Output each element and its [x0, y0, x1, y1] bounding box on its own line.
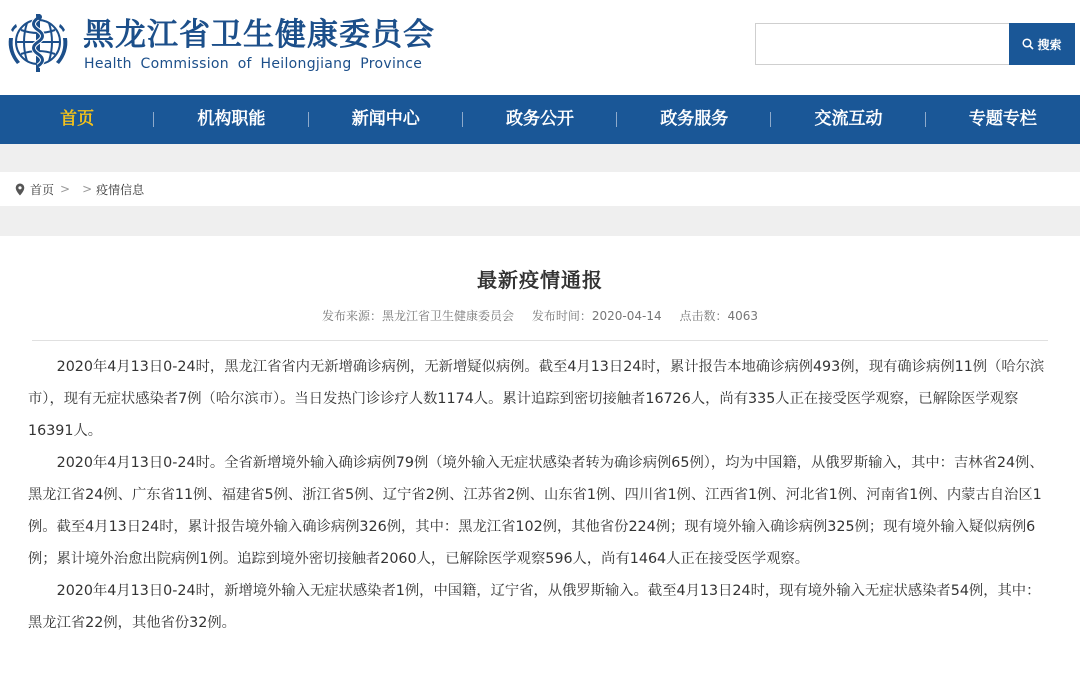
article-container — [0, 236, 1080, 693]
divider — [32, 340, 1048, 341]
search-bar — [755, 23, 1075, 65]
nav-item-institution[interactable]: 机构职能 — [154, 95, 308, 144]
nav-item-home[interactable]: 首页 — [0, 95, 154, 144]
nav-item-government-affairs[interactable]: 政务公开 — [463, 95, 617, 144]
who-emblem-icon[interactable] — [3, 8, 73, 80]
search-button-label: 搜索 — [1037, 37, 1062, 52]
nav-item-news[interactable]: 新闻中心 — [309, 95, 463, 144]
breadcrumb-separator: > — [82, 182, 93, 196]
article-paragraph: 2020年4月13日0-24时，黑龙江省省内无新增确诊病例，无新增疑似病例。截至4月13日24时，累计报告本地确诊病例493例，现有确诊病例11例（哈尔滨市），现有无症状感染者7例（哈尔滨市）。当日发热门诊诊疗人数1174人。累计追踪到密切接触者16726人，尚有335人正在接受医学观察，已解除医学观察16391人。 — [28, 359, 1045, 439]
breadcrumb-current[interactable]: 疫情信息 — [96, 182, 145, 197]
breadcrumb-separator: > — [60, 182, 71, 196]
article-paragraph: 2020年4月13日0-24时，新增境外输入无症状感染者1例，中国籍，辽宁省，从俄罗斯输入。截至4月13日24时，现有境外输入无症状感染者54例，其中：黑龙江省22例，其他省份32例。 — [28, 583, 1041, 631]
site-title-en: Health Commission of Heilongjiang Province — [84, 56, 423, 72]
search-button[interactable] — [1009, 23, 1075, 65]
search-input[interactable] — [755, 23, 1026, 65]
nav-item-government-services[interactable]: 政务服务 — [617, 95, 771, 144]
breadcrumb-home-link[interactable]: 首页 — [30, 182, 55, 197]
article-date: 发布时间：2020-04-14 — [531, 309, 662, 323]
article-source: 发布来源：黑龙江省卫生健康委员会 — [322, 309, 515, 323]
nav-item-special-topics[interactable]: 专题专栏 — [968, 109, 1037, 129]
breadcrumb — [0, 172, 1080, 206]
main-nav — [0, 95, 1080, 144]
site-header — [0, 0, 1080, 95]
article-title: 最新疫情通报 — [477, 268, 603, 292]
nav-item-interaction[interactable]: 交流互动 — [771, 95, 925, 144]
article-paragraph: 2020年4月13日0-24时。全省新增境外输入确诊病例79例（境外输入无症状感染者转为确诊病例65例），均为中国籍，从俄罗斯输入，其中：吉林省24例、黑龙江省24例、广东省11例、福建省5例、浙江省5例、辽宁省2例、江苏省2例、山东省1例、四川省1例、江西省1例、河北省1例、河南省1例、内蒙古自治区1例。截至4月13日24时，累计报告境外输入确诊病例326例，其中：黑龙江省102例，其他省份224例；现有境外输入确诊病例325例；现有境外输入疑似病例6例；累计境外治愈出院病例1例。追踪到境外密切接触者2060人，已解除医学观察596人，尚有1464人正在接受医学观察。 — [28, 455, 1044, 567]
site-title-cn[interactable]: 黑龙江省卫生健康委员会 — [83, 17, 435, 53]
article-body — [28, 351, 1050, 639]
article-clicks: 点击数：4063 — [679, 309, 758, 323]
location-pin-icon — [15, 183, 25, 196]
article-meta — [0, 307, 1080, 324]
search-icon — [1022, 38, 1034, 50]
